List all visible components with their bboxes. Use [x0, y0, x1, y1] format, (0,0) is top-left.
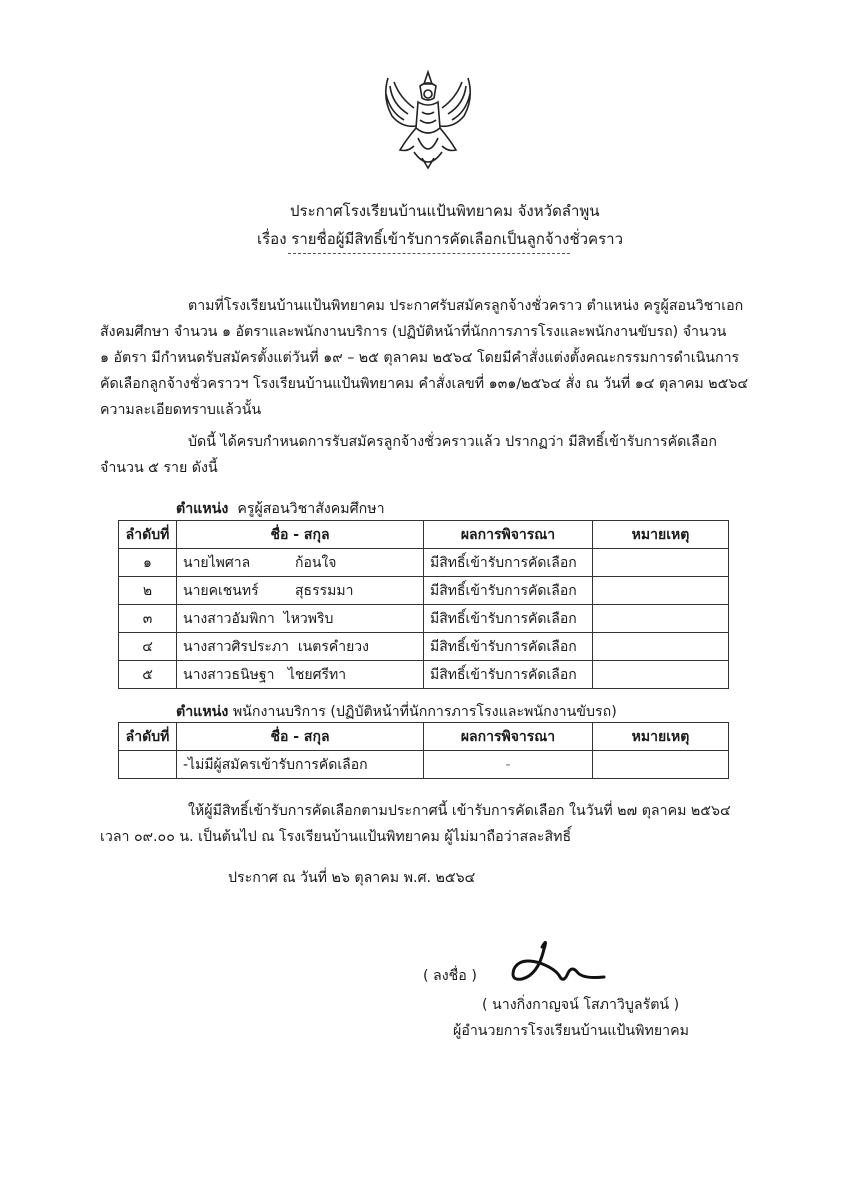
- last-name: สุธรรมมา: [295, 582, 354, 599]
- cell-name: [177, 605, 424, 633]
- announcement-title: ประกาศโรงเรียนบ้านแป้นพิทยาคม จังหวัดลำพูน: [290, 202, 600, 220]
- last-name: ไหวพริบ: [283, 610, 334, 627]
- paragraph1-line1: ตามที่โรงเรียนบ้านแป้นพิทยาคม ประกาศรับสมัครลูกจ้างชั่วคราว ตำแหน่ง ครูผู้สอนวิชาเอก: [188, 298, 744, 314]
- closing-line2: เวลา ๐๙.๐๐ น. เป็นต้นไป ณ โรงเรียนบ้านแป้นพิทยาคม ผู้ไม่มาถือว่าสละสิทธิ์: [100, 829, 572, 845]
- table-row: [119, 549, 729, 577]
- announcement-subject: เรื่อง รายชื่อผู้มีสิทธิ์เข้ารับการคัดเลือกเป็นลูกจ้างชั่วคราว: [257, 230, 623, 248]
- candidates-table-teacher: [118, 520, 729, 689]
- cell-note: [593, 633, 729, 661]
- cell-result: มีสิทธิ์เข้ารับการคัดเลือก: [424, 605, 593, 633]
- signature-mark-icon: [508, 935, 608, 990]
- first-name: นายไพศาล: [183, 554, 251, 571]
- cell-name: [177, 633, 424, 661]
- last-name: ก้อนใจ: [295, 554, 337, 571]
- sign-label: ( ลงชื่อ ): [423, 968, 477, 984]
- candidates-table-service: [118, 722, 729, 779]
- cell-result: มีสิทธิ์เข้ารับการคัดเลือก: [424, 661, 593, 689]
- announcement-date: ประกาศ ณ วันที่ ๒๖ ตุลาคม พ.ศ. ๒๕๖๔: [228, 870, 476, 886]
- paragraph1-line5: ความละเอียดทราบแล้วนั้น: [100, 402, 262, 418]
- table-header-row: [119, 723, 729, 751]
- paragraph2-line1: บัดนี้ ได้ครบกำหนดการรับสมัครลูกจ้างชั่วคราวแล้ว ปรากฏว่า มีสิทธิ์เข้ารับการคัดเลือก: [188, 434, 717, 450]
- cell-note: [593, 605, 729, 633]
- cell-name: [177, 661, 424, 689]
- signer-name: ( นางกิ่งกาญจน์ โสภาวิบูลรัตน์ ): [482, 997, 680, 1013]
- column-header-note: หมายเหตุ: [593, 521, 729, 549]
- cell-result: -: [424, 751, 593, 779]
- first-name: นางสาวธนิษฐา: [183, 666, 275, 683]
- paragraph2-line2: จำนวน ๕ ราย ดังนี้: [100, 460, 218, 476]
- table-row: [119, 661, 729, 689]
- paragraph1-line4: คัดเลือกลูกจ้างชั่วคราวฯ โรงเรียนบ้านแป้นพิทยาคม คำสั่งเลขที่ ๑๓๑/๒๕๖๔ สั่ง ณ วันที่ ๑๔ ตุลาคม ๒๕๖๔: [100, 376, 749, 392]
- title-divider: [288, 253, 570, 254]
- table-row: [119, 751, 729, 779]
- table-row: [119, 605, 729, 633]
- section2-label: ตำแหน่ง: [176, 704, 229, 720]
- first-name: นางสาวอัมพิกา: [183, 610, 275, 627]
- last-name: เนตรคำยวง: [297, 638, 369, 655]
- column-header-name: ชื่อ - สกุล: [177, 521, 424, 549]
- cell-name: -ไม่มีผู้สมัครเข้ารับการคัดเลือก: [177, 751, 424, 779]
- cell-order: ๔: [119, 633, 177, 661]
- closing-line1: ให้ผู้มีสิทธิ์เข้ารับการคัดเลือกตามประกาศนี้ เข้ารับการคัดเลือก ในวันที่ ๒๗ ตุลาคม ๒๕๖๔: [188, 803, 731, 819]
- section2-position: พนักงานบริการ (ปฏิบัติหน้าที่นักการภารโรงและพนักงานขับรถ): [232, 704, 617, 720]
- column-header-result: ผลการพิจารณา: [424, 723, 593, 751]
- cell-order: ๑: [119, 549, 177, 577]
- last-name: ไชยศรีทา: [287, 666, 347, 683]
- cell-order: ๕: [119, 661, 177, 689]
- first-name: นางสาวศิรประภา: [183, 638, 289, 655]
- column-header-note: หมายเหตุ: [593, 723, 729, 751]
- table-row: [119, 633, 729, 661]
- column-header-order: ลำดับที่: [119, 521, 177, 549]
- cell-order: [119, 751, 177, 779]
- column-header-result: ผลการพิจารณา: [424, 521, 593, 549]
- column-header-order: ลำดับที่: [119, 723, 177, 751]
- cell-order: ๒: [119, 577, 177, 605]
- cell-order: ๓: [119, 605, 177, 633]
- signer-title: ผู้อำนวยการโรงเรียนบ้านแป้นพิทยาคม: [453, 1023, 689, 1039]
- cell-name: [177, 577, 424, 605]
- section1-heading: [176, 498, 385, 520]
- cell-result: มีสิทธิ์เข้ารับการคัดเลือก: [424, 549, 593, 577]
- cell-result: มีสิทธิ์เข้ารับการคัดเลือก: [424, 577, 593, 605]
- section1-label: ตำแหน่ง: [176, 501, 229, 517]
- section2-heading: [176, 701, 617, 723]
- cell-name: [177, 549, 424, 577]
- table-row: [119, 577, 729, 605]
- garuda-emblem-icon: [378, 68, 478, 178]
- section1-position: ครูผู้สอนวิชาสังคมศึกษา: [237, 501, 385, 517]
- cell-note: [593, 661, 729, 689]
- paragraph1-line2: สังคมศึกษา จำนวน ๑ อัตราและพนักงานบริการ (ปฏิบัติหน้าที่นักการภารโรงและพนักงานขับรถ) จำนวน: [100, 324, 727, 340]
- paragraph1-line3: ๑ อัตรา มีกำหนดรับสมัครตั้งแต่วันที่ ๑๙ – ๒๕ ตุลาคม ๒๕๖๔ โดยมีคำสั่งแต่งตั้งคณะกรรมการดำเนินการ: [100, 350, 740, 366]
- first-name: นายคเชนทร์: [183, 582, 259, 599]
- cell-result: มีสิทธิ์เข้ารับการคัดเลือก: [424, 633, 593, 661]
- column-header-name: ชื่อ - สกุล: [177, 723, 424, 751]
- cell-note: [593, 549, 729, 577]
- cell-note: [593, 577, 729, 605]
- cell-note: [593, 751, 729, 779]
- table-header-row: [119, 521, 729, 549]
